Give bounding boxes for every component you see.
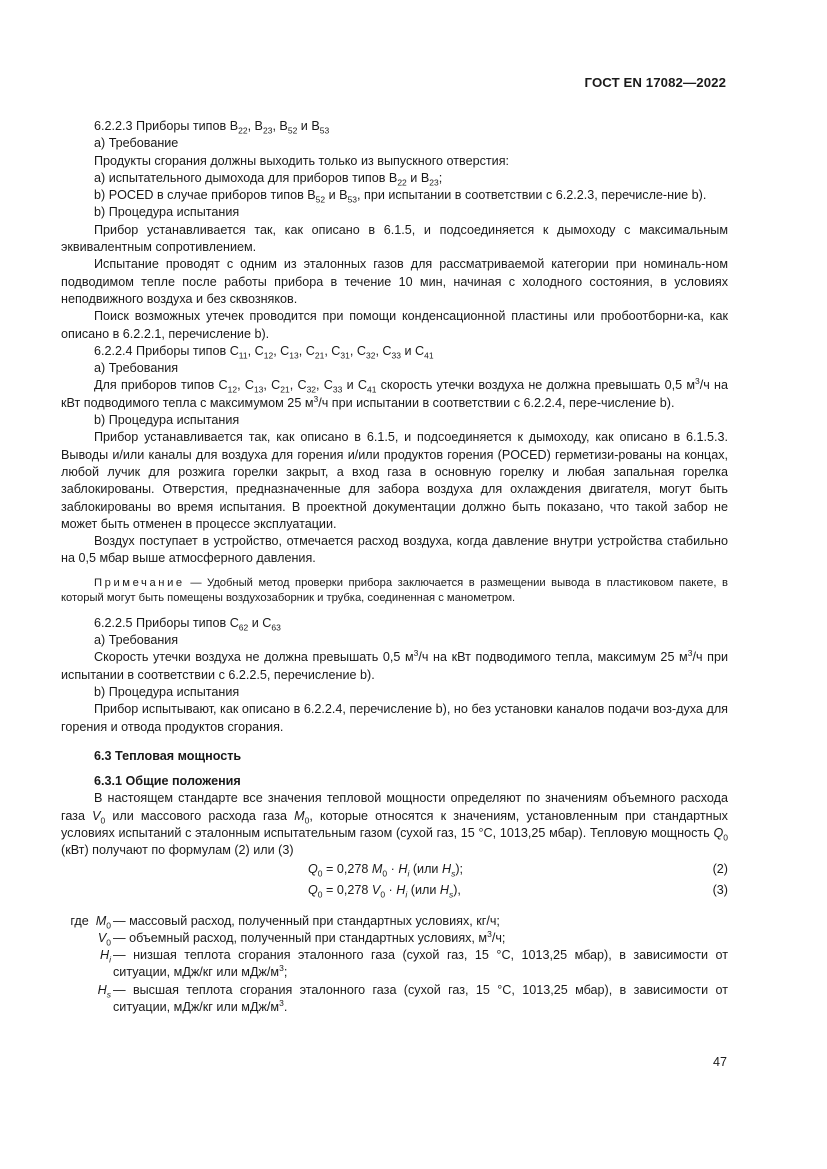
page-number: 47 (713, 1055, 728, 1069)
paragraph: В настоящем стандарте все значения тепловой мощности определяют по значениям объемного расхода газа $V_0$ или массового расхода газа $M_0$, которые относятся к значениям, установленным при стандартных условиях испытаний с эталонным испытательным газом (сухой газ, 15 °C, 1013,25 мбар). Тепловую мощность $Q_0$ (кВт) получают по формулам (2) или (3) (61, 791, 728, 858)
formula-number: (2) (712, 861, 728, 876)
paragraph: Продукты сгорания должны выходить только из выпускного отверстия: (94, 153, 510, 168)
paragraph: Для приборов типов $C_{12}$, $C_{13}$, $C_{21}$, $C_{32}$, $C_{33}$ и $C_{41}$ скорость утечки воздуха не должна превышать 0,5 $м^3/ч$ на кВт подводимого тепла с максимумом 25 $м^3/ч$ при испытании в соответствии с 6.2.2.4, пере-числение b). (61, 376, 728, 410)
note-label: Примечание (94, 576, 185, 589)
formula-2: $Q_0 = 0,278$ $M_0 \cdot H_i$ (или $H_s$); (2) (308, 861, 728, 879)
page-content (61, 118, 728, 1016)
formula-number: (3) (712, 882, 728, 897)
paragraph: Прибор устанавливается так, как описано в 6.1.5, и подсоединяется к дымоходу, как описано в 6.1.5.3. Выводы и/или каналы для воздуха для горения и/или продуктов горения (POCED) герметизи-рованы на концах, любой лучик для розжига горелки закрыт, а вход газа в основную горелку и любая запальная горелка заблокированы. Отверстия, предназначенные для забора воздуха для охлаждения двигателя, могут быть заблокированы во время испытания. В проектной документации должно быть показано, что такой забор не может быть отменен в процессе эксплуатации. (61, 430, 728, 531)
section-6-3-1-title: 6.3.1 Общие положения (94, 774, 241, 789)
requirement-label: а) Требование (94, 136, 179, 151)
requirement-label: а) Требования (94, 361, 179, 376)
definition-item: $H_s$ — высшая теплота сгорания эталонного газа (сухой газ, 15 °C, 1013,25 мбар), в зависимости от ситуации, мДж/кг или мДж/$м^3$. (97, 982, 729, 1015)
definition-item: $H_i$ — низшая теплота сгорания эталонного газа (сухой газ, 15 °C, 1013,25 мбар), в зависимости от ситуации, мДж/кг или мДж/$м^3$; (100, 948, 728, 980)
list-item: a) испытательного дымохода для приборов типов $B_{22}$ и $B_{23}$; (94, 170, 443, 188)
section-6-2-2-3-title: 6.2.2.3 Приборы типов $B_{22}$, $B_{23}$, $B_{52}$ и $B_{53}$ (94, 119, 330, 136)
section-6-3-title: 6.3 Тепловая мощность (94, 748, 242, 763)
section-6-2-2-4-title: 6.2.2.4 Приборы типов $C_{11}$, $C_{12}$, $C_{13}$, $C_{21}$, $C_{31}$, $C_{32}$, $C_{33}$ и $C_{41}$ (94, 343, 434, 361)
procedure-label: b) Процедура испытания (94, 684, 240, 699)
procedure-label: b) Процедура испытания (94, 205, 240, 220)
list-item: b) POCED в случае приборов типов $B_{52}$ и $B_{53}$, при испытании в соответствии с 6.2.2.3, перечисле-ние b). (94, 188, 707, 205)
section-6-2-2-5-title: 6.2.2.5 Приборы типов $C_{62}$ и $C_{63}$ (94, 615, 281, 633)
paragraph: Скорость утечки воздуха не должна превышать 0,5 $м^3/ч$ на кВт подводимого тепла, максимум 25 $м^3/ч$ при испытании в соответствии с 6.2.2.5, перечисление b). (61, 648, 728, 682)
definitions-list (61, 913, 728, 1017)
paragraph: Поиск возможных утечек проводится при помощи конденсационной пластины или пробоотборни-ка, как описано в 6.2.2.1, перечисление b). (61, 309, 728, 341)
paragraph: Испытание проводят с одним из эталонных газов для рассматриваемой категории при номиналь-ном подводимом тепле после работы прибора в течение 10 мин, начиная с холодного состояния, в условиях неподвижного воздуха и без сквозняков. (61, 257, 728, 306)
document-code-header: ГОСТ EN 17082—2022 (584, 75, 726, 90)
definition-item: $V_0$ — объемный расход, полученный при стандартных условиях, $м^3/ч$; (97, 928, 506, 948)
paragraph: Прибор устанавливается так, как описано в 6.1.5, и подсоединяется к дымоходу с максимальным эквивалентным сопротивлением. (61, 222, 728, 255)
paragraph: Прибор испытывают, как описано в 6.2.2.4, перечисление b), но без установки каналов подачи воз-духа для горения и отвода продуктов сгорания. (61, 702, 728, 734)
definition-item: где $M_0$ — массовый расход, полученный при стандартных условиях, кг/ч; (70, 913, 500, 931)
procedure-label: b) Процедура испытания (94, 413, 240, 428)
requirement-label: а) Требования (94, 633, 179, 648)
note: Примечание — Удобный метод проверки прибора заключается в размещении вывода в пластиковом пакете, в который могут быть помещены воздухозаборник и трубка, соединенная с манометром. (61, 576, 728, 605)
paragraph: Воздух поступает в устройство, отмечается расход воздуха, когда давление внутри устройства стабильно на 0,5 мбар выше атмосферного давления. (61, 534, 728, 566)
formula-3: $Q_0 = 0,278$ $V_0 \cdot H_i$ (или $H_s$), (3) (308, 882, 728, 900)
